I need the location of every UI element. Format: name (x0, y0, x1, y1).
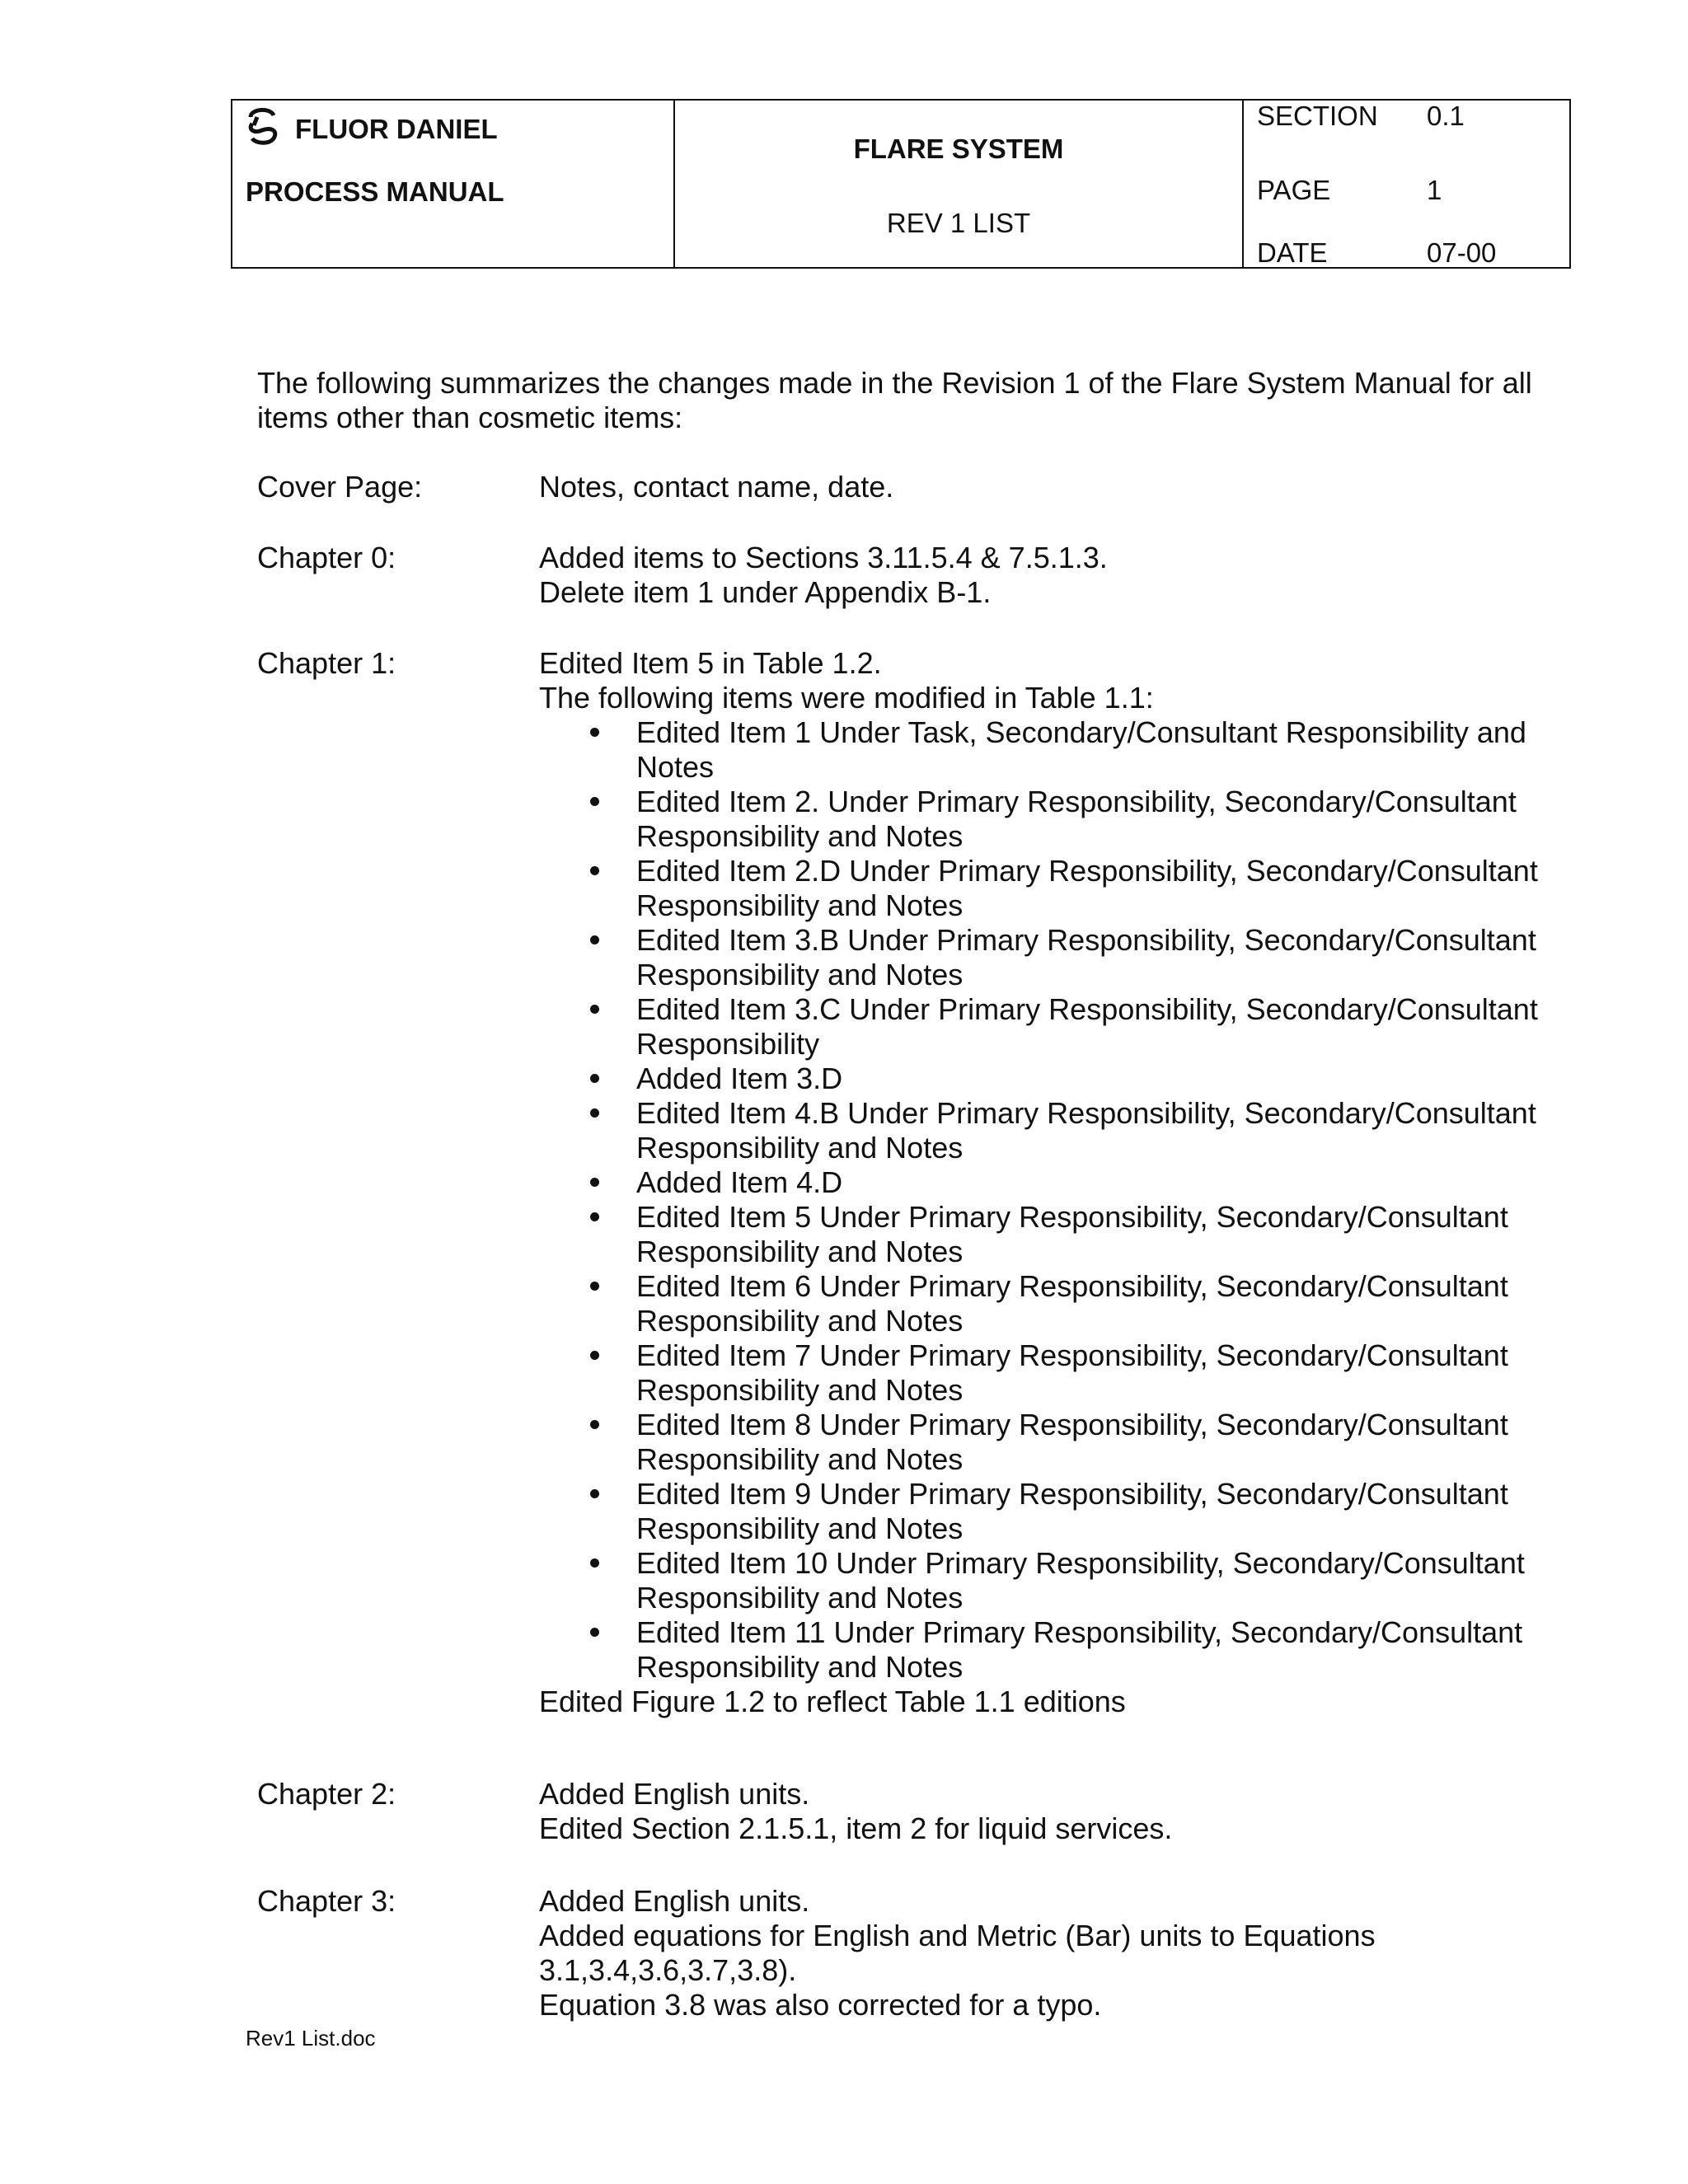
header-meta-cell (1244, 101, 1569, 267)
bullet-icon (590, 1282, 599, 1291)
list-item: Edited Item 4.B Under Primary Responsibility, Secondary/Consultant Responsibility and Notes (539, 1096, 1561, 1165)
footer-filename: Rev1 List.doc (246, 2026, 376, 2050)
company-name: FLUOR DANIEL (295, 114, 498, 144)
chapter-0-body (539, 541, 1561, 610)
list-item: Edited Item 2.D Under Primary Responsibility, Secondary/Consultant Responsibility and Notes (539, 854, 1561, 923)
list-item: Edited Item 7 Under Primary Responsibility, Secondary/Consultant Responsibility and Notes (539, 1338, 1561, 1408)
chapter-1-line: Edited Item 5 in Table 1.2. (539, 646, 882, 680)
date-label: DATE (1257, 237, 1328, 268)
list-item: Edited Item 9 Under Primary Responsibility, Secondary/Consultant Responsibility and Notes (539, 1477, 1561, 1546)
list-item: Edited Item 6 Under Primary Responsibility, Secondary/Consultant Responsibility and Notes (539, 1269, 1561, 1338)
list-item: Edited Item 3.C Under Primary Responsibility, Secondary/Consultant Responsibility (539, 992, 1561, 1062)
fluor-daniel-logo-icon (246, 105, 282, 147)
page-label: PAGE (1257, 175, 1331, 205)
intro-paragraph: The following summarizes the changes made in the Revision 1 of the Flare System Manual for all items other than cosmetic items: (257, 366, 1532, 434)
chapter-3-body (539, 1884, 1561, 2022)
revision-title: REV 1 LIST (886, 208, 1031, 238)
bullet-icon (590, 935, 599, 944)
header-table (231, 99, 1571, 269)
chapter-3-line: Added English units. (539, 1884, 810, 1918)
bullet-icon (590, 1558, 599, 1568)
list-item: Added Item 4.D (539, 1165, 1561, 1200)
cover-page-body (539, 470, 1561, 504)
chapter-2-label: Chapter 2: (257, 1777, 396, 1811)
bullet-icon (590, 1420, 599, 1429)
table-1-1-modifications-list (539, 715, 1561, 1685)
chapter-1-label: Chapter 1: (257, 646, 396, 680)
section-label: SECTION (1257, 101, 1378, 131)
system-title: FLARE SYSTEM (853, 134, 1064, 164)
list-item: Edited Item 5 Under Primary Responsibility, Secondary/Consultant Responsibility and Notes (539, 1200, 1561, 1269)
chapter-2-body (539, 1777, 1561, 1846)
bullet-icon (590, 1489, 599, 1498)
chapter-1-body (539, 646, 1561, 1719)
cover-page-label: Cover Page: (257, 470, 423, 504)
chapter-2-line: Added English units. (539, 1777, 810, 1811)
bullet-icon (590, 1212, 599, 1221)
section-value: 0.1 (1427, 101, 1465, 131)
chapter-3-line: Equation 3.8 was also corrected for a typo. (539, 1988, 1102, 2022)
chapter-1-line: The following items were modified in Table 1.1: (539, 681, 1154, 715)
page-value: 1 (1427, 175, 1442, 205)
chapter-3-line: Added equations for English and Metric (Bar) units to Equations 3.1,3.4,3.6,3.7,3.8). (539, 1919, 1376, 1987)
cover-line: Notes, contact name, date. (539, 470, 894, 504)
chapter-0-label: Chapter 0: (257, 541, 396, 574)
bullet-icon (590, 1351, 599, 1360)
bullet-icon (590, 866, 599, 875)
list-item: Edited Item 1 Under Task, Secondary/Consultant Responsibility and Notes (539, 715, 1561, 785)
bullet-icon (590, 797, 599, 806)
bullet-icon (590, 1108, 599, 1118)
list-item: Edited Item 3.B Under Primary Responsibility, Secondary/Consultant Responsibility and Notes (539, 923, 1561, 992)
list-item: Edited Item 10 Under Primary Responsibility, Secondary/Consultant Responsibility and Notes (539, 1546, 1561, 1615)
chapter-1-closing: Edited Figure 1.2 to reflect Table 1.1 editions (539, 1685, 1126, 1718)
list-item: Edited Item 11 Under Primary Responsibility, Secondary/Consultant Responsibility and Notes (539, 1615, 1561, 1685)
header-company-cell (232, 101, 675, 267)
list-item: Added Item 3.D (539, 1062, 1561, 1096)
bullet-icon (590, 1074, 599, 1083)
chapter-0-line: Delete item 1 under Appendix B-1. (539, 575, 992, 609)
bullet-icon (590, 1628, 599, 1637)
bullet-icon (590, 1005, 599, 1014)
manual-name: PROCESS MANUAL (246, 176, 504, 207)
list-item: Edited Item 2. Under Primary Responsibility, Secondary/Consultant Responsibility and Notes (539, 785, 1561, 854)
list-item: Edited Item 8 Under Primary Responsibility, Secondary/Consultant Responsibility and Notes (539, 1408, 1561, 1477)
bullet-icon (590, 728, 599, 737)
chapter-3-label: Chapter 3: (257, 1884, 396, 1918)
chapter-2-line: Edited Section 2.1.5.1, item 2 for liquid services. (539, 1811, 1173, 1845)
chapter-0-line: Added items to Sections 3.11.5.4 & 7.5.1.3. (539, 541, 1108, 574)
header-title-cell (675, 101, 1244, 267)
date-value: 07-00 (1427, 237, 1497, 268)
bullet-icon (590, 1178, 599, 1187)
